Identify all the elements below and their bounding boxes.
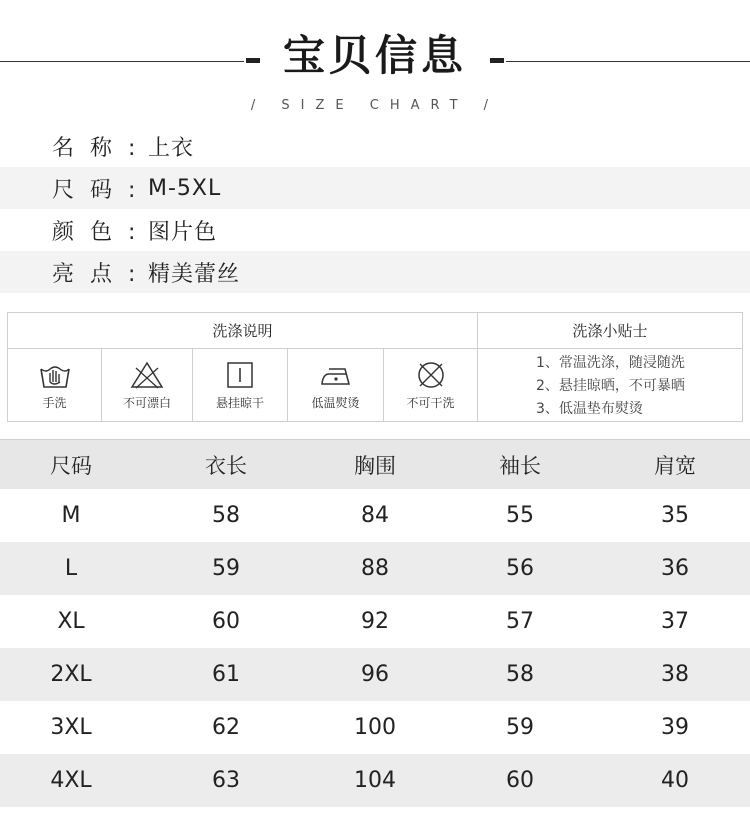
table-cell: 84 <box>361 503 389 528</box>
table-cell: 36 <box>661 556 689 581</box>
table-row <box>0 489 750 542</box>
table-row <box>0 754 750 807</box>
table-cell: 104 <box>354 768 396 793</box>
wash-cell-hand-wash <box>8 349 102 421</box>
table-cell: 59 <box>506 715 534 740</box>
hang-dry-icon <box>223 360 257 390</box>
table-row <box>0 648 750 701</box>
table-cell: 35 <box>661 503 689 528</box>
table-cell: XL <box>57 609 85 634</box>
table-cell: 96 <box>361 662 389 687</box>
table-cell: 56 <box>506 556 534 581</box>
table-row <box>0 701 750 754</box>
table-cell: 60 <box>212 609 240 634</box>
low-temp-iron-icon <box>319 360 353 390</box>
info-row-name <box>0 125 750 167</box>
column-header: 胸围 <box>354 453 396 478</box>
header-rule-left <box>0 61 244 62</box>
info-value: 图片色 <box>148 219 218 245</box>
table-cell: 59 <box>212 556 240 581</box>
info-key: 名称: <box>52 135 152 161</box>
table-cell: 55 <box>506 503 534 528</box>
hand-wash-icon <box>38 360 72 390</box>
size-chart-table <box>0 439 750 807</box>
size-table-header-row <box>0 439 750 489</box>
info-key: 亮点: <box>52 261 152 287</box>
table-cell: 39 <box>661 715 689 740</box>
table-cell: 88 <box>361 556 389 581</box>
wash-cell-low-iron <box>288 349 384 421</box>
wash-tips-header: 洗涤小贴士 <box>478 313 742 349</box>
table-cell: 58 <box>212 503 240 528</box>
wash-tips-list <box>478 349 742 421</box>
table-cell: 63 <box>212 768 240 793</box>
table-cell: 3XL <box>50 715 92 740</box>
table-cell: 40 <box>661 768 689 793</box>
info-row-size <box>0 167 750 209</box>
page-subtitle: / SIZE CHART / <box>250 98 500 113</box>
table-cell: 38 <box>661 662 689 687</box>
table-cell: 58 <box>506 662 534 687</box>
info-row-highlight <box>0 251 750 293</box>
wash-instructions-table <box>7 312 743 422</box>
wash-cell-hang-dry <box>193 349 288 421</box>
info-value: 上衣 <box>148 135 195 161</box>
info-value: M-5XL <box>148 175 222 201</box>
table-row <box>0 595 750 648</box>
wash-label: 手洗 <box>42 395 67 410</box>
wash-label: 悬挂晾干 <box>215 395 264 410</box>
wash-tip: 1、常温洗涤，随浸随洗 <box>536 355 685 371</box>
wash-instructions-header: 洗涤说明 <box>8 313 478 349</box>
info-value: 精美蕾丝 <box>148 261 241 287</box>
wash-cell-no-bleach <box>102 349 193 421</box>
table-cell: M <box>61 503 81 528</box>
header-dash-left <box>246 58 260 63</box>
product-info <box>0 125 750 293</box>
wash-label: 不可干洗 <box>406 395 455 410</box>
no-dry-clean-icon <box>414 360 448 390</box>
table-cell: 57 <box>506 609 534 634</box>
column-header: 衣长 <box>205 453 247 478</box>
wash-tip: 3、低温垫布熨烫 <box>536 401 643 417</box>
header-rule-right <box>506 61 750 62</box>
table-cell: L <box>64 556 78 581</box>
table-cell: 92 <box>361 609 389 634</box>
info-row-color <box>0 209 750 251</box>
no-bleach-icon <box>130 360 164 390</box>
page-header <box>0 0 750 125</box>
wash-icons-row <box>8 349 478 421</box>
table-cell: 62 <box>212 715 240 740</box>
table-cell: 61 <box>212 662 240 687</box>
info-key: 尺码: <box>52 177 152 203</box>
table-cell: 60 <box>506 768 534 793</box>
wash-label: 低温熨烫 <box>311 395 360 410</box>
table-cell: 37 <box>661 609 689 634</box>
column-header: 尺码 <box>50 453 92 478</box>
wash-tip: 2、悬挂晾晒，不可暴晒 <box>536 378 685 394</box>
table-cell: 100 <box>354 715 396 740</box>
column-header: 袖长 <box>499 453 541 478</box>
info-key: 颜色: <box>52 219 152 245</box>
wash-cell-no-dry-clean <box>384 349 478 421</box>
page-title: 宝贝信息 <box>282 31 467 80</box>
header-dash-right <box>490 58 504 63</box>
table-cell: 4XL <box>50 768 92 793</box>
column-header: 肩宽 <box>654 453 696 478</box>
table-row <box>0 542 750 595</box>
table-cell: 2XL <box>50 662 92 687</box>
wash-label: 不可漂白 <box>122 395 171 410</box>
